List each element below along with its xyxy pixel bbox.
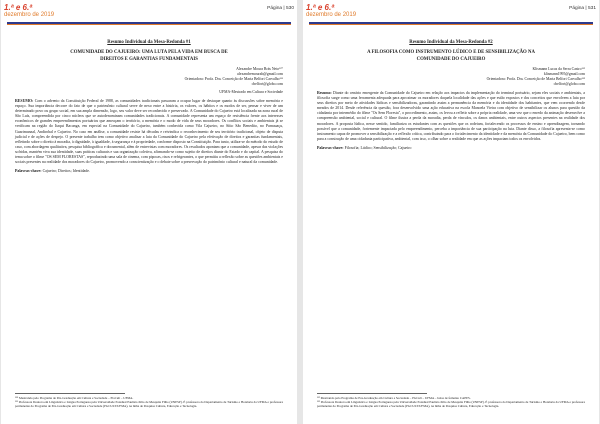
abstract-label: Resumo: xyxy=(317,91,332,95)
banner-dates: 1.ª e 6.ª xyxy=(306,3,335,12)
author-block xyxy=(317,67,585,87)
paper-title xyxy=(317,49,585,63)
abstract xyxy=(15,99,283,165)
paper-title xyxy=(15,49,283,63)
section-title: Resumo Individual da Mesa-Redonda #1 xyxy=(107,40,191,45)
event-banner xyxy=(1,0,57,22)
footnote-rule xyxy=(317,393,427,394)
left-page xyxy=(1,0,297,424)
paper-title-line2: DIREITOS E GARANTIAS FUNDAMENTAIS xyxy=(100,57,198,62)
footnote: ¹¹⁰ Mestrando pelo Programa de Pós-Graduação em Cultura e Sociedade – PGCult – UFMA. xyxy=(15,396,134,400)
affiliation: UFMA-Mestrado em Cultura e Sociedade xyxy=(219,90,283,94)
right-content xyxy=(317,40,585,151)
abstract xyxy=(317,91,585,142)
footnote: ¹¹² Mestrando pelo Programa de Pós-Graduação em Cultura e Sociedade – PGCult – UFMA – bolsa de fomento CAPES. xyxy=(317,396,471,400)
keywords-label: Palavras-chave: xyxy=(15,169,42,174)
right-page xyxy=(303,0,599,424)
section-title: Resumo Individual da Mesa-Redonda #2 xyxy=(409,40,493,45)
footnotes xyxy=(15,393,283,408)
author-block xyxy=(15,67,283,95)
abstract-text: Diante do cenário emergente da Comunidade do Cajueiro em relação aos impactos da implementação do terminal portuário, sejam eles sociais e ambientais, a filosofia surge como uma ferramenta adequada para aproximar os moradores daquela localidade das ações e que estão expostos e dos conceitos que envolvem a luta por seus direitos por meio de atividades lúdicas e sensibilizadoras, garantindo assim a permanência da memória e da identidade dos habitantes, que vem ocorrendo desde meados de 2014. Desde referência da questão, fora desenvolvido uma ação educativa na escola Manoela Vieira com objetivo de sensibilizar os alunos para questão da cidadania por intermédio do filme "Os Sem Floresta", o procedimento, assim, os levou a refletir sobre a própria realidade, uma vez que o enredo da animação desenvolve a compreensão ambiental, social e cultural. O filme ilustra a perda da moradia, perda de vínculos, os danos ambientais, entre outros aspectos presentes na realidade dos moradores. A proposta lúdica, nesse sentido, familiariza os estudantes com as questões que os rodeiam, fortalecendo os processos de ensino e aprendizagem, tornando possível que a comunidade, fortemente impactada pelo empreendimento, perceba a importância de sua participação na luta. Diante disso, a filosofia apresenta-se como instrumento capaz de promover a sensibilização e a reflexão crítica, contribuindo para o fortalecimento da identidade e da memória da Comunidade do Cajueiro, bem como para a construção de uma cidadania participativa, ambiental, com isso, o olhar sobre a realidade em que as ações impactam todos os envolvidos. xyxy=(317,91,585,141)
header-rule-accent xyxy=(309,24,593,25)
author-name: Alexandre Moura Brás Neto¹¹⁰ xyxy=(236,67,283,71)
event-banner xyxy=(303,0,359,22)
footnote: ¹¹¹ Professora Doutora em Linguística e Língua Portuguesa pela Universidade Estadual Paulista Júlio de Mesquita Filho (UNESP). É professora do Departamento de Turismo e Hotelaria da UFMA e professora permanente do Programa de Pós-Graduação em Cultura e Sociedade (PGCULT/UFMA), na linha de Pesquisa Cultura, Educação e Tecnologia. xyxy=(15,400,283,408)
keywords xyxy=(317,146,585,151)
paper-title-line1: A FILOSOFIA COMO INSTRUMENTO LÚDICO E DE SENSIBILIZAÇÃO NA xyxy=(367,50,535,55)
advisor-email: cbelfort@globo.com xyxy=(553,82,585,86)
author-email: klismann1995@gmail.com xyxy=(543,72,585,76)
advisor-email: cbelfort@globo.com xyxy=(251,82,283,86)
author-name: Klismann Lucas da Serra Castro¹¹² xyxy=(532,67,585,71)
banner-month: dezembro de 2019 xyxy=(306,12,357,18)
paper-title-line1: COMUNIDADE DO CAJUEIRO: UMA LUTA PELA VIDA EM BUSCA DE xyxy=(70,50,228,55)
advisor-name: Orientadora: Profa. Dra. Conceição de Maria Belfort Carvalho¹¹¹ xyxy=(184,77,283,81)
paper-title-line2: COMUNIDADE DO CAJUEIRO xyxy=(416,57,486,62)
page-number: Página | 531 xyxy=(569,6,596,11)
keywords xyxy=(15,169,283,174)
page-number: Página | 530 xyxy=(267,6,294,11)
abstract-label: RESUMO: xyxy=(15,99,34,103)
footnote: ¹¹³ Professora Doutora em Linguística e Língua Portuguesa pela Universidade Estadual Paulista Júlio de Mesquita Filho (UNESP). É professora do Departamento de Turismo e Hotelaria da UFMA e professora permanente do Programa de Pós-Graduação em Cultura e Sociedade (PGCULT/UFMA), na linha de Pesquisa Cultura, Educação e Tecnologia. xyxy=(317,400,585,408)
author-email: alexandremourab@gmail.com xyxy=(237,72,283,76)
header-rule-accent xyxy=(7,24,291,25)
keywords-label: Palavras-chave: xyxy=(317,145,344,150)
advisor-name: Orientadora: Profa. Dra. Conceição de Maria Belfort Carvalho¹¹³ xyxy=(486,77,585,81)
keywords-text: Filosofia; Lúdico; Sensibilização; Cajueiro xyxy=(344,145,412,150)
left-content xyxy=(15,40,283,174)
keywords-text: Cajueiro; Direitos; Identidade. xyxy=(42,169,91,174)
abstract-text: Com o advento da Constituição Federal de 1988, as comunidades tradicionais passaram a ocupar lugar de destaque quanto às discussões sobre memória e espaço. Sua importância decorre do fato de que o patrimônio cultural serve de nexo entre a história, os valores, os hábitos e os modos de ser, pensar e viver de um determinado povo ou grupo social, em sua ampla dimensão, logo, seu valor deve ser reconhecido e preservado. A Comunidade do Cajueiro está localizada na zona rural de São Luís, compreendida por cinco núcleos que se autodenominam comunidades tradicionais. A comunidade representa um espaço de resistência frente aos interesses econômicos de grandes empreendimentos portuários que ameaçam o território, a memória e o modo de vida de seus moradores. Os conflitos sociais e ambientais já se verificam na região do Itaqui Bacanga, em especial na Comunidade do Cajueiro, também conhecida como Vila Cajueiro, no Sítio São Benedito, no Parnauaçu, Guarimanzal, Andirobal e Cajueiro. No caso em análise, a comunidade resiste há décadas e reivindica o reconhecimento de seu território tradicional, objeto de disputa judicial e de ações de despejo. O presente trabalho tem como objetivo analisar a luta da Comunidade do Cajueiro pela efetivação de direitos e garantias fundamentais, refletindo sobre o direito à moradia, à dignidade, à igualdade, à segurança e à propriedade, conforme disposto na Constituição. Para tanto, utiliza-se do método do estudo de caso, com abordagem qualitativa, pesquisa bibliográfica e documental, além de entrevistas com moradores. Os resultados apontam que a comunidade, apesar das violações sofridas, mantém viva sua identidade, suas práticas culturais e sua organização coletiva, afirmando-se como sujeito de direitos diante do Estado e do capital. A pesquisa do tema sobre o filme "OS SEM FLORESTAS", reproduzindo uma sala de cinema, com pipocas, risos e refrigerantes, o que permitiu a reflexão sobre as questões ambientais e sociais presentes na realidade dos moradores do Cajueiro, promovendo a conscientização e o debate sobre a preservação do patrimônio cultural e natural da comunidade. xyxy=(15,99,283,165)
banner-dates: 1.ª e 6.ª xyxy=(4,3,33,12)
footnotes xyxy=(317,393,585,408)
footnote-rule xyxy=(15,393,125,394)
banner-month: dezembro de 2019 xyxy=(4,12,55,18)
